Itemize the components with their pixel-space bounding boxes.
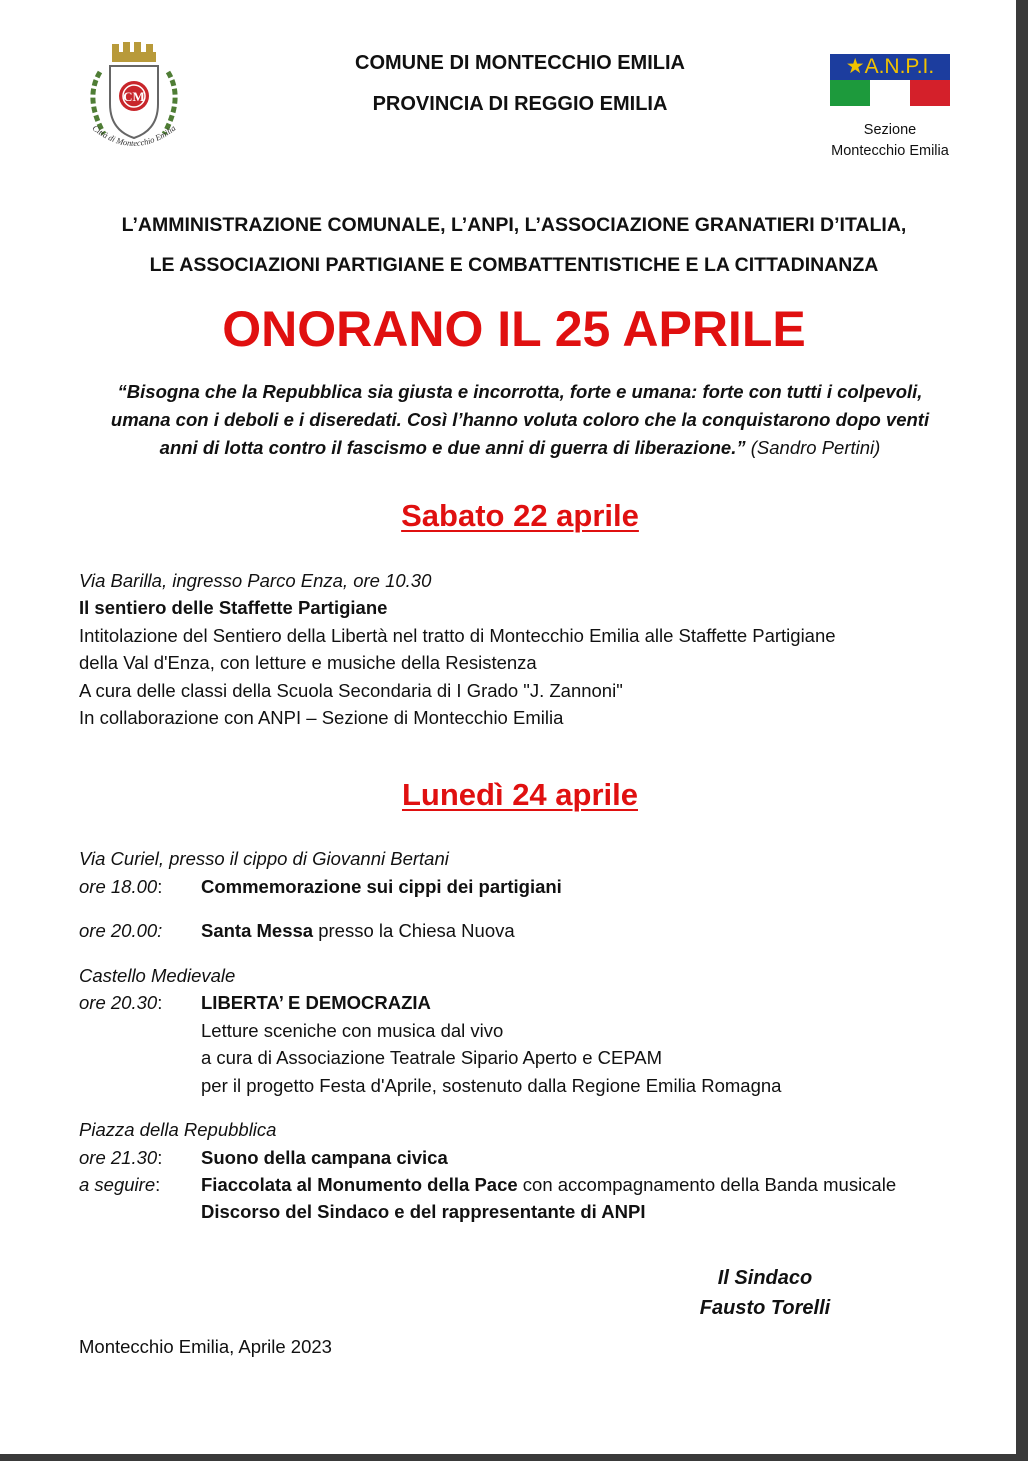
day2-time-5: a seguire	[79, 1174, 156, 1195]
day1-line-2: della Val d'Enza, con letture e musiche della Resistenza	[79, 652, 537, 673]
day2-time-4: ore 21.30	[79, 1147, 158, 1168]
day2-event-3-line-2: a cura di Associazione Teatrale Sipario Aperto e CEPAM	[201, 1047, 663, 1068]
day2-time-1: ore 18.00	[79, 876, 158, 897]
quote-line-2: umana con i deboli e i diseredati. Così l’hanno voluta coloro che la conquistarono dopo venti	[110, 409, 930, 430]
quote-line-1: “Bisogna che la Repubblica sia giusta e incorrotta, forte e umana: forte con tutti i colpevoli,	[117, 381, 923, 402]
quote-author: (Sandro Pertini)	[750, 437, 881, 458]
emblem-caption: Città di Montecchio Emilia	[90, 122, 178, 149]
day2-event-1: Commemorazione sui cippi dei partigiani	[201, 876, 562, 897]
day2-time-3: ore 20.30	[79, 992, 158, 1013]
comune-heading: COMUNE DI MONTECCHIO EMILIA	[355, 52, 685, 74]
day1-heading: Sabato 22 aprile	[401, 498, 639, 533]
anpi-sezione-label: Sezione	[863, 122, 917, 138]
crest-icon	[80, 38, 188, 166]
intro-line-1: L’AMMINISTRAZIONE COMUNALE, L’ANPI, L’ASSOCIAZIONE GRANATIERI D’ITALIA,	[121, 214, 907, 236]
anpi-flag-icon	[830, 54, 950, 106]
day1-line-4: In collaborazione con ANPI – Sezione di Montecchio Emilia	[79, 707, 564, 728]
day2-event-4: Suono della campana civica	[201, 1147, 448, 1168]
day1-line-3: A cura delle classi della Scuola Secondaria di I Grado "J. Zannoni"	[79, 680, 623, 701]
quote-block	[60, 378, 980, 462]
day2-event-3-line-3: per il progetto Festa d'Aprile, sostenuto dalla Regione Emilia Romagna	[201, 1075, 782, 1096]
intro-line-2: LE ASSOCIAZIONI PARTIGIANE E COMBATTENTISTICHE E LA CITTADINANZA	[149, 254, 879, 276]
day2-heading: Lunedì 24 aprile	[401, 777, 638, 812]
quote-line-3: anni di lotta contro il fascismo e due anni di guerra di liberazione.”	[159, 437, 746, 458]
anpi-logo-text: A.N.P.I.	[864, 55, 935, 78]
day1-line-1: Intitolazione del Sentiero della Libertà nel tratto di Montecchio Emilia alle Staffette Partigiane	[79, 625, 836, 646]
provincia-heading: PROVINCIA DI REGGIO EMILIA	[372, 93, 668, 115]
day2-event-2-title: Santa Messa	[201, 920, 314, 941]
star-icon: ★	[845, 55, 865, 78]
anpi-sezione-name: Montecchio Emilia	[831, 143, 949, 159]
day2-event-2-detail: presso la Chiesa Nuova	[313, 920, 515, 941]
municipal-emblem	[80, 38, 188, 166]
day2-time-2: ore 20.00:	[79, 920, 163, 941]
day2-location-1: Via Curiel, presso il cippo di Giovanni Bertani	[79, 848, 449, 869]
signature-role: Il Sindaco	[717, 1267, 813, 1289]
poster-page: CM Città di Montecchio Emilia COMUNE DI MONTECCHIO EMILIA PROVINCIA DI REGGIO EMILIA ★A.N.P.I. Sezione Montecchio Emilia L’AMMINISTRAZIONE COMUNALE, L’ANPI, L’ASSOCIAZIONE GRANATIERI D’ITALIA, LE ASSOCIAZIONI PARTIGIANE E COMBATTENTISTICHE E LA CITTADINANZA ONORANO IL 25 APRILE “Bisogna che la Repubblica sia giusta e incorrotta, forte e umana: forte con tutti i colpevoli, umana con i deboli e i diseredati. Così l’hanno voluta coloro che la conquistarono dopo venti anni di lotta contro il fascismo e due anni di guerra di liberazione.” (Sandro Pertini) Sabato 22 aprile Via Barilla, ingresso Parco Enza, ore 10.30 Il sentiero delle Staffette Partigiane Intitolazione del Sentiero della Libertà nel tratto di Montecchio Emilia alle Staffette Partigiane della Val d'Enza, con letture e musiche della Resistenza A cura delle classi della Scuola Secondaria di I Grado "J. Zannoni" In collaborazione con ANPI – Sezione di Montecchio Emilia Lunedì 24 aprile Via Curiel, presso il cippo di Giovanni Bertani ore 18.00: Commemorazione sui cippi dei partigiani ore 20.00: Santa Messa presso la Chiesa Nuova Castello Medievale ore 20.30: LIBERTA’ E DEMOCRAZIA Letture sceniche con musica dal vivo a cura di Associazione Teatrale Sipario Aperto e CEPAM per il progetto Festa d'Aprile, sostenuto dalla Regione Emilia Romagna Piazza della Repubblica ore 21.30: Suono della campana civica a seguire: Fiaccolata al Monumento della Pace con accompagnamento della Banda musicale Discorso del Sindaco e del rappresentante di ANPI Il Sindaco Fausto Torelli Montecchio Emilia, Aprile 2023	[0, 0, 1016, 1454]
day2-event-5-detail: con accompagnamento della Banda musicale	[517, 1174, 897, 1195]
main-title: ONORANO IL 25 APRILE	[222, 301, 806, 357]
day1-event-title: Il sentiero delle Staffette Partigiane	[79, 597, 388, 618]
day2-event-6: Discorso del Sindaco e del rappresentante di ANPI	[201, 1201, 646, 1222]
place-date: Montecchio Emilia, Aprile 2023	[79, 1336, 332, 1357]
day2-location-3: Piazza della Repubblica	[79, 1119, 277, 1140]
day2-location-2: Castello Medievale	[79, 965, 236, 986]
day2-event-3-title: LIBERTA’ E DEMOCRAZIA	[201, 992, 431, 1013]
signature-name: Fausto Torelli	[699, 1297, 831, 1319]
day2-event-3-line-1: Letture sceniche con musica dal vivo	[201, 1020, 504, 1041]
emblem-monogram: CM	[123, 89, 145, 104]
day2-event-5-title: Fiaccolata al Monumento della Pace	[201, 1174, 518, 1195]
day1-location: Via Barilla, ingresso Parco Enza, ore 10.30	[79, 570, 432, 591]
anpi-logo	[830, 54, 952, 106]
